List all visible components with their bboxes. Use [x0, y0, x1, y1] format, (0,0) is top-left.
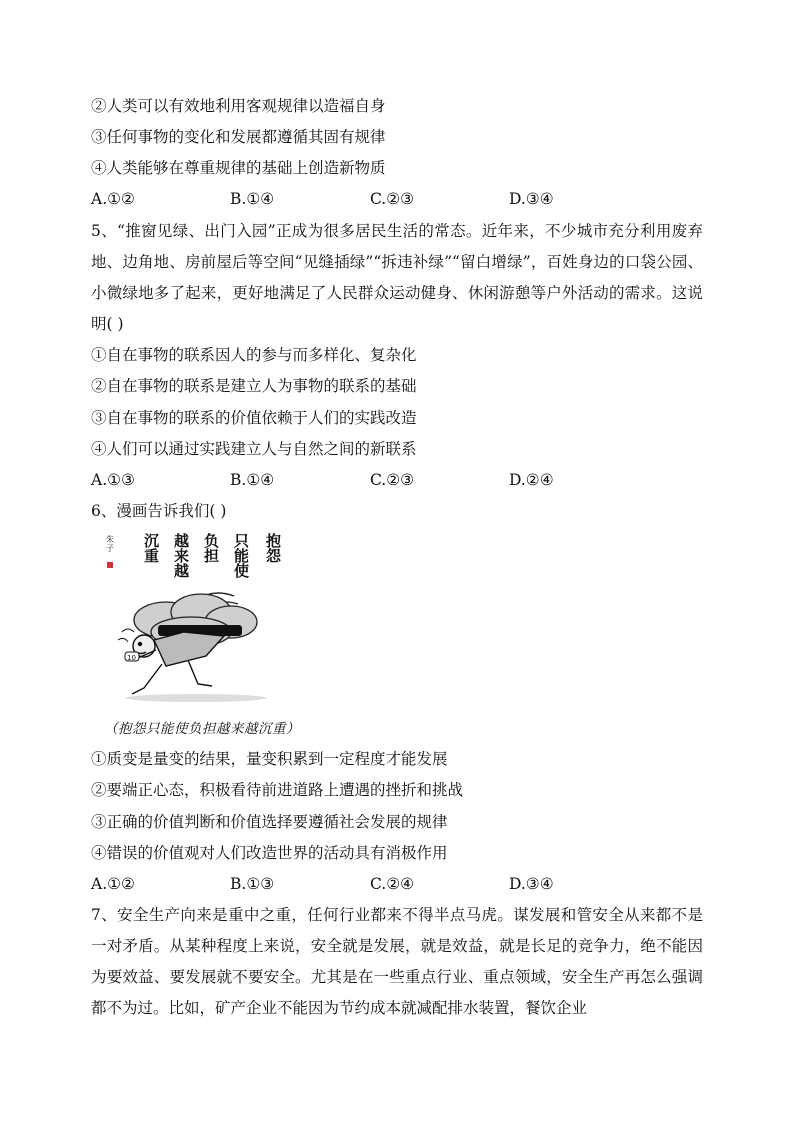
q6-statement-4: ④错误的价值观对人们改造世界的活动具有消极作用 [91, 844, 448, 862]
cartoon-image [96, 528, 286, 708]
q5-option-a[interactable]: A.①③ [91, 471, 135, 489]
ground-shadow [126, 694, 266, 702]
q5-options [91, 470, 703, 490]
q5-stem: 5、“推窗见绿、出门入园”正成为很多居民生活的常态。近年来，不少城市充分利用废弃地、边角地、房前屋后等空间“见缝插绿”“拆违补绿”“留白增绿”，百姓身边的口袋公园、小微绿地多了起来，更好地满足了人民群众运动健身、休闲游憩等户外活动的需求。这说明( ) [91, 222, 703, 333]
cartoon-title-col-5: 沉重 [144, 532, 160, 565]
q6-statement-3: ③正确的价值判断和价值选择要遵循社会发展的规律 [91, 813, 448, 831]
cartoon-title-col-2: 只能使 [234, 532, 250, 580]
q6-statement-2: ②要端正心态，积极看待前进道路上遭遇的挫折和挑战 [91, 781, 464, 799]
q7-stem: 7、安全生产向来是重中之重，任何行业都来不得半点马虎。谋发展和管安全从来都不是一对矛盾。从某种程度上来说，安全就是发展，就是效益，就是长足的竞争力，绝不能因为要效益、要发展就不要安全。尤其是在一些重点行业、重点领域，安全生产再怎么强调都不为过。比如，矿产企业不能因为节约成本就减配排水装置，餐饮企业 [91, 906, 703, 1017]
q5-statement-4: ④人们可以通过实践建立人与自然之间的新联系 [91, 440, 417, 458]
q4-option-b[interactable]: B.①④ [230, 190, 275, 208]
cartoon-title-col-4: 越来越 [174, 532, 190, 580]
q6-option-a[interactable]: A.①② [91, 875, 135, 893]
bag-label-text: 10 [127, 654, 136, 662]
q5-statement-3: ③自在事物的联系的价值依赖于人们的实践改造 [91, 409, 417, 427]
q6-option-c[interactable]: C.②④ [370, 875, 415, 893]
cartoon-seal [107, 562, 113, 568]
q4-statement-4: ④人类能够在尊重规律的基础上创造新物质 [91, 159, 386, 177]
q4-option-d[interactable]: D.③④ [509, 190, 554, 208]
q6-option-d[interactable]: D.③④ [509, 875, 554, 893]
q4-statement-2: ②人类可以有效地利用客观规律以造福自身 [91, 97, 386, 115]
q4-option-a[interactable]: A.①② [91, 190, 135, 208]
cartoon-title-col-1: 抱怨 [266, 532, 282, 565]
q5-statement-1: ①自在事物的联系因人的参与而多样化、复杂化 [91, 346, 417, 364]
q5-option-c[interactable]: C.②③ [370, 471, 415, 489]
q4-statement-3: ③任何事物的变化和发展都遵循其固有规律 [91, 128, 386, 146]
q5-option-d[interactable]: D.②④ [509, 471, 554, 489]
q5-statement-2: ②自在事物的联系是建立人为事物的联系的基础 [91, 377, 417, 395]
cartoon-signature: 朱子 [106, 535, 114, 553]
cartoon-title-col-3: 负担 [204, 532, 220, 565]
q4-option-c[interactable]: C.②③ [370, 190, 415, 208]
q4-options [91, 189, 703, 209]
q5-option-b[interactable]: B.①④ [230, 471, 275, 489]
q6-stem: 6、漫画告诉我们( ) [91, 502, 227, 520]
q6-options [91, 874, 703, 894]
cartoon-caption: （抱怨只能使负担越来越沉重） [104, 721, 300, 737]
cartoon-title [144, 532, 282, 580]
q6-option-b[interactable]: B.①③ [230, 875, 275, 893]
q6-statement-1: ①质变是量变的结果，量变积累到一定程度才能发展 [91, 750, 448, 768]
